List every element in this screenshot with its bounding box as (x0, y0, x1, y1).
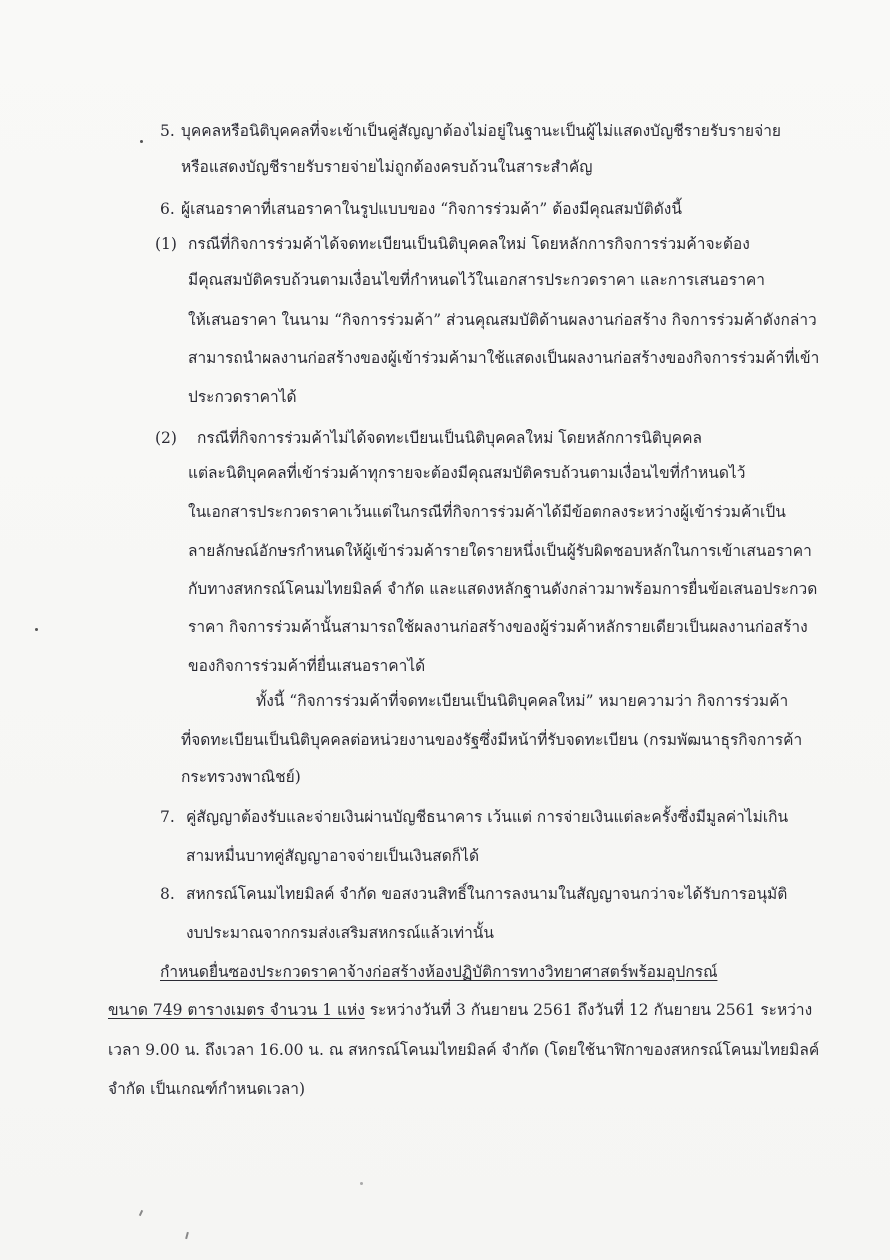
deadline-heading: กำหนดยื่นซองประกวดราคาจ้างก่อสร้างห้องปฏิบัติการทางวิทยาศาสตร์พร้อมอุปกรณ์ (160, 963, 718, 981)
item-5-number: 5. (160, 122, 175, 140)
sub-1-line-5: ประกวดราคาได้ (188, 388, 297, 406)
deadline-line-2 (108, 1000, 812, 1020)
item-7-number: 7. (160, 808, 175, 826)
note-line-3: กระทรวงพาณิชย์) (181, 768, 301, 786)
item-8-number: 8. (160, 885, 175, 903)
item-5-line-1: บุคคลหรือนิติบุคคลที่จะเข้าเป็นคู่สัญญาต้องไม่อยู่ในฐานะเป็นผู้ไม่แสดงบัญชีรายรับรายจ่าย (181, 122, 781, 140)
sub-1-line-3: ให้เสนอราคา ในนาม “กิจการร่วมค้า” ส่วนคุณสมบัติด้านผลงานก่อสร้าง กิจการร่วมค้าดังกล่าว (188, 311, 817, 329)
sub-2-line-7: ของกิจการร่วมค้าที่ยื่นเสนอราคาได้ (188, 657, 426, 675)
item-6-number: 6. (160, 200, 175, 218)
sub-2-number: (2) (155, 429, 177, 447)
note-line-2: ที่จดทะเบียนเป็นนิติบุคคลต่อหน่วยงานของรัฐซึ่งมีหน้าที่รับจดทะเบียน (กรมพัฒนาธุรกิจการค้า (181, 731, 803, 749)
sub-2-line-1: กรณีที่กิจการร่วมค้าไม่ได้จดทะเบียนเป็นนิติบุคคลใหม่ โดยหลักการนิติบุคคล (197, 429, 703, 447)
item-8-line-1: สหกรณ์โคนมไทยมิลค์ จำกัด ขอสงวนสิทธิ์ในการลงนามในสัญญาจนกว่าจะได้รับการอนุมัติ (186, 885, 788, 903)
sub-1-number: (1) (155, 235, 177, 253)
item-6-line-1: ผู้เสนอราคาที่เสนอราคาในรูปแบบของ “กิจการร่วมค้า” ต้องมีคุณสมบัติดังนี้ (181, 200, 682, 218)
stray-mark (360, 1182, 363, 1185)
sub-2-line-2: แต่ละนิติบุคคลที่เข้าร่วมค้าทุกรายจะต้องมีคุณสมบัติครบถ้วนตามเงื่อนไขที่กำหนดไว้ (188, 464, 746, 482)
item-8-line-2: งบประมาณจากกรมส่งเสริมสหกรณ์แล้วเท่านั้น (186, 924, 494, 942)
sub-2-line-5: กับทางสหกรณ์โคนมไทยมิลค์ จำกัด และแสดงหลักฐานดังกล่าวมาพร้อมการยื่นข้อเสนอประกวด (188, 580, 818, 598)
deadline-date-range: ระหว่างวันที่ 3 กันยายน 2561 ถึงวันที่ 12 กันยายน 2561 ระหว่าง (364, 1001, 813, 1019)
sub-1-line-1: กรณีที่กิจการร่วมค้าได้จดทะเบียนเป็นนิติบุคคลใหม่ โดยหลักการกิจการร่วมค้าจะต้อง (188, 235, 750, 253)
item-5-line-2: หรือแสดงบัญชีรายรับรายจ่ายไม่ถูกต้องครบถ้วนในสาระสำคัญ (181, 158, 593, 176)
stray-mark (140, 140, 143, 143)
item-7-line-1: คู่สัญญาต้องรับและจ่ายเงินผ่านบัญชีธนาคาร เว้นแต่ การจ่ายเงินแต่ละครั้งซึ่งมีมูลค่าไม่เกิน (186, 808, 789, 826)
deadline-size-underlined: ขนาด 749 ตารางเมตร จำนวน 1 แห่ง (108, 1001, 365, 1019)
deadline-line-4: จำกัด เป็นเกณฑ์กำหนดเวลา) (108, 1080, 306, 1098)
sub-2-line-4: ลายลักษณ์อักษรกำหนดให้ผู้เข้าร่วมค้ารายใดรายหนึ่งเป็นผู้รับผิดชอบหลักในการเข้าเสนอราคา (188, 542, 812, 560)
sub-2-line-6: ราคา กิจการร่วมค้านั้นสามารถใช้ผลงานก่อสร้างของผู้ร่วมค้าหลักรายเดียวเป็นผลงานก่อสร้าง (188, 618, 808, 636)
note-line-1: ทั้งนี้ “กิจการร่วมค้าที่จดทะเบียนเป็นนิติบุคคลใหม่” หมายความว่า กิจการร่วมค้า (256, 692, 789, 710)
deadline-line-3: เวลา 9.00 น. ถึงเวลา 16.00 น. ณ สหกรณ์โคนมไทยมิลค์ จำกัด (โดยใช้นาฬิกาของสหกรณ์โคนมไทยมิลค์ (108, 1041, 820, 1059)
sub-1-line-2: มีคุณสมบัติครบถ้วนตามเงื่อนไขที่กำหนดไว้ในเอกสารประกวดราคา และการเสนอราคา (188, 271, 765, 289)
stray-mark (35, 628, 38, 631)
sub-2-line-3: ในเอกสารประกวดราคาเว้นแต่ในกรณีที่กิจการร่วมค้าได้มีข้อตกลงระหว่างผู้เข้าร่วมค้าเป็น (188, 503, 786, 521)
stray-mark (139, 1210, 143, 1216)
item-7-line-2: สามหมื่นบาทคู่สัญญาอาจจ่ายเป็นเงินสดก็ได้ (186, 847, 480, 865)
sub-1-line-4: สามารถนำผลงานก่อสร้างของผู้เข้าร่วมค้ามาใช้แสดงเป็นผลงานก่อสร้างของกิจการร่วมค้าที่เข้า (188, 349, 820, 367)
stray-mark (185, 1232, 189, 1239)
